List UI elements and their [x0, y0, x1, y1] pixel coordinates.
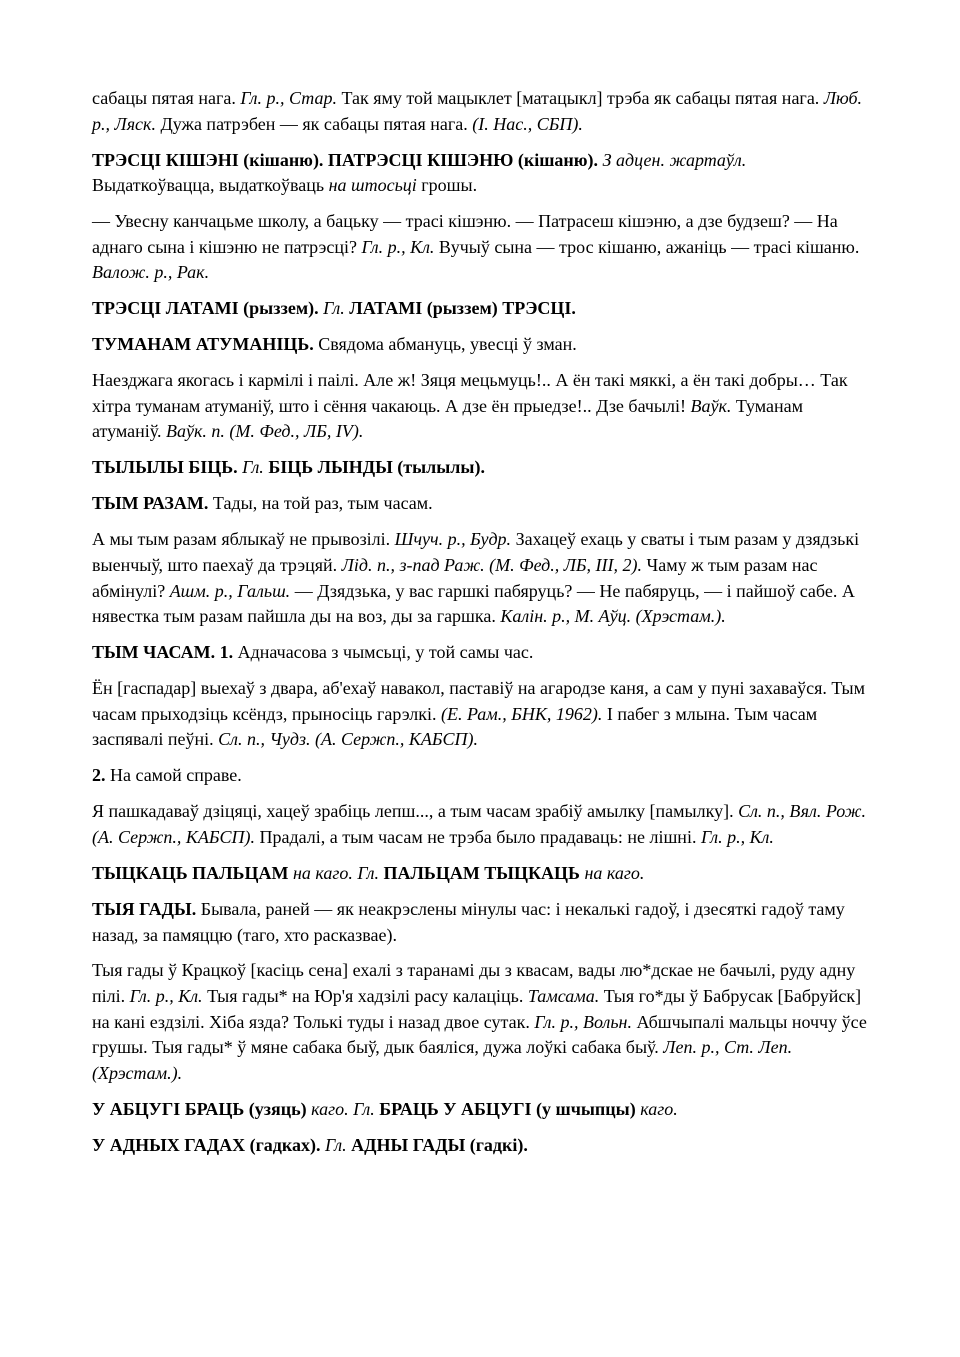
- entry-headword: У АДНЫХ ГАДАХ (гадках).: [92, 1134, 321, 1155]
- text-run: І пабег з млына. Тым часам заспявалі пеўні.: [92, 703, 818, 750]
- entry-headword: У АБЦУГІ БРАЦЬ (узяць): [92, 1098, 307, 1119]
- text-run: грошы.: [416, 175, 478, 196]
- italic-text: Гл.: [325, 1134, 347, 1155]
- italic-text: Калін. р., М. Аўц. (Хрэстам.).: [500, 606, 726, 627]
- text-run: Вучыў сына — трос кішаню, ажаніць — трасі кішаню.: [434, 236, 860, 257]
- text-run: Я пашкадаваў дзіцяці, хацеў зрабіць лепш..., а тым часам зрабіў амылку [памылку].: [92, 801, 739, 822]
- paragraph: [92, 455, 872, 481]
- text-run: Так яму той мацыклет [матацыкл] трэба як сабацы пятая нага.: [336, 88, 824, 108]
- italic-text: Ваўк.: [690, 395, 732, 416]
- italic-text: Сл. п., Вял. Рож. (А. Сержп., КАБСП).: [92, 801, 867, 847]
- italic-text: Люб. р., Ляск.: [92, 88, 863, 134]
- text-run: На самой справе.: [105, 765, 242, 786]
- text-run: Захацеў ехаць у сваты і тым разам у дзядзькі выенчыў, што паехаў да трэцяй.: [92, 529, 860, 576]
- text-run: Прадалі, а тым часам не трэба было прадаваць: не лішні.: [254, 826, 701, 847]
- paragraph: [92, 527, 872, 629]
- text-run: Адначасова з чымсьці, у той самы час.: [233, 642, 534, 663]
- italic-text: Леп. р., Ст. Леп. (Хрэстам.).: [92, 1037, 793, 1083]
- entry-headword: ТЫЛЫЛЫ БІЦЬ.: [92, 457, 238, 478]
- paragraph: [92, 209, 872, 286]
- italic-text: на штосьці: [328, 175, 417, 196]
- text-run: — Увесну канчацьме школу, а бацьку — трасі кішэню. — Патрасеш кішэню, а дзе будзеш? — На аднаго сына і кішэню не патрэсці?: [92, 211, 838, 257]
- text-run: А мы тым разам яблыкаў не прывозілі.: [92, 529, 395, 550]
- text-run: Чаму ж тым разам нас абмінулі?: [92, 555, 818, 601]
- entry-headword: 2.: [92, 765, 106, 786]
- paragraph: [92, 332, 872, 358]
- paragraph: [92, 86, 872, 137]
- entry-headword: ТРЭСЦІ КІШЭНІ (кішаню). ПАТРЭСЦІ КІШЭНЮ (кішаню).: [92, 149, 599, 170]
- italic-text: Лід. п., з-пад Раж. (М. Фед., ЛБ, III, 2).: [341, 555, 643, 576]
- paragraph: [92, 640, 872, 666]
- text-run: Ён [гаспадар] выехаў з двара, аб'ехаў навакол, паставіў на агародзе каня, а сам у пуні захаваўся. Тым часам прыходзіць ксёндз, прыносіць гарэлкі.: [92, 678, 865, 724]
- italic-text: Ваўк. п. (М. Фед., ЛБ, IV).: [166, 421, 364, 442]
- paragraph: [92, 799, 872, 850]
- italic-text: Шчуч. р., Будр.: [394, 529, 512, 550]
- italic-text: каго.: [640, 1098, 678, 1119]
- entry-headword: ТЫМ ЧАСАМ. 1.: [92, 642, 234, 663]
- italic-text: на каго. Гл.: [292, 862, 379, 883]
- italic-text: (Е. Рам., БНК, 1962).: [440, 703, 603, 724]
- text-run: Туманам атуманіў.: [92, 395, 804, 442]
- italic-text: Гл. р., Стар.: [240, 88, 337, 108]
- paragraph: [92, 763, 872, 789]
- italic-text: Гл. р., Кл.: [700, 826, 774, 847]
- italic-text: Ашм. р., Гальш.: [169, 580, 291, 601]
- entry-headword: ТЫЯ ГАДЫ.: [92, 898, 197, 919]
- entry-headword: ТРЭСЦІ ЛАТАМІ (рыззем).: [92, 298, 319, 319]
- entry-headword: ТУМАНАМ АТУМАНІЦЬ.: [92, 334, 314, 355]
- italic-text: Гл.: [242, 457, 264, 478]
- italic-text: Валож. р., Рак.: [92, 262, 210, 283]
- entry-headword: АДНЫ ГАДЫ (гадкі).: [351, 1134, 528, 1155]
- text-run: Наезджага якогась і кармілі і паілі. Але ж! Зяця мецьмуць!.. А ён такі мяккі, а ён такі добры… Так хітра туманам атуманіў, што і сёння чакаюць. А дзе ён прыедзе!.. Дзе бачылі!: [92, 370, 848, 416]
- paragraph: [92, 958, 872, 1086]
- italic-text: на каго.: [584, 862, 645, 883]
- text-run: Тыя гады ў Крацкоў [касіць сена] ехалі з таранамі ды з квасам, вады лю*дскае не бачылі, руду адну пілі.: [92, 960, 856, 1007]
- italic-text: каго. Гл.: [311, 1098, 375, 1119]
- italic-text: Гл. р., Вольн.: [534, 1011, 632, 1032]
- text-run: Свядома абмануць, увесці ў зман.: [313, 334, 577, 355]
- paragraph: [92, 861, 872, 887]
- text-run: Тады, на той раз, тым часам.: [208, 493, 433, 514]
- text-run: Тыя гады* на Юр'я хадзілі расу калаціць.: [202, 986, 528, 1007]
- paragraph: [92, 148, 872, 199]
- entry-headword: БРАЦЬ У АБЦУГІ (у шчыпцы): [379, 1098, 636, 1119]
- italic-text: Тамсама.: [527, 986, 600, 1007]
- text-run: Бывала, раней — як неакрэслены мінулы час: і некалькі гадоў, і дзесяткі гадоў таму назад, за памяццю (таго, хто расказвае).: [92, 898, 845, 945]
- italic-text: Гл. р., Кл.: [129, 986, 203, 1007]
- text-run: Тыя го*ды ў Бабрусак [Бабруйск] на кані ездзілі. Хіба язда? Толькі туды і назад двое сутак.: [92, 986, 862, 1032]
- italic-text: (І. Нас., СБП).: [472, 113, 583, 134]
- paragraph: [92, 897, 872, 948]
- entry-headword: ТЫМ РАЗАМ.: [92, 493, 209, 514]
- italic-text: Сл. п., Чудз. (А. Сержп., КАБСП).: [218, 729, 478, 750]
- entry-headword: ЛАТАМІ (рыззем) ТРЭСЦІ.: [349, 298, 576, 319]
- italic-text: Гл.: [323, 298, 345, 319]
- paragraph: [92, 1097, 872, 1123]
- entry-headword: ТЫЦКАЦЬ ПАЛЬЦАМ: [92, 862, 289, 883]
- text-run: Абшчыпалі мальцы ноччу ўсе грушы. Тыя гады* ў мяне сабака быў, дык баяліся, дужа лоўкі сабака быў.: [92, 1011, 867, 1058]
- paragraph: [92, 368, 872, 445]
- paragraph: [92, 296, 872, 322]
- text-run: Дужа патрэбен — як сабацы пятая нага.: [155, 113, 473, 134]
- entry-headword: ПАЛЬЦАМ ТЫЦКАЦЬ: [383, 862, 580, 883]
- entry-headword: БІЦЬ ЛЫНДЫ (тылылы).: [268, 457, 485, 478]
- text-run: — Дзядзька, у вас гаршкі пабяруць? — Не пабяруць, — і пайшоў сабе. А нявестка тым разам пайшла ды на воз, ды за гаршка.: [92, 580, 855, 627]
- text-run: Выдаткоўвацца, выдаткоўваць: [92, 175, 329, 196]
- paragraph: [92, 491, 872, 517]
- paragraph: [92, 676, 872, 753]
- paragraph: [92, 1133, 872, 1159]
- italic-text: З адцен. жартаўл.: [602, 149, 747, 170]
- document-page: [92, 86, 872, 1169]
- italic-text: Гл. р., Кл.: [361, 236, 435, 257]
- text-run: сабацы пятая нага.: [92, 88, 241, 108]
